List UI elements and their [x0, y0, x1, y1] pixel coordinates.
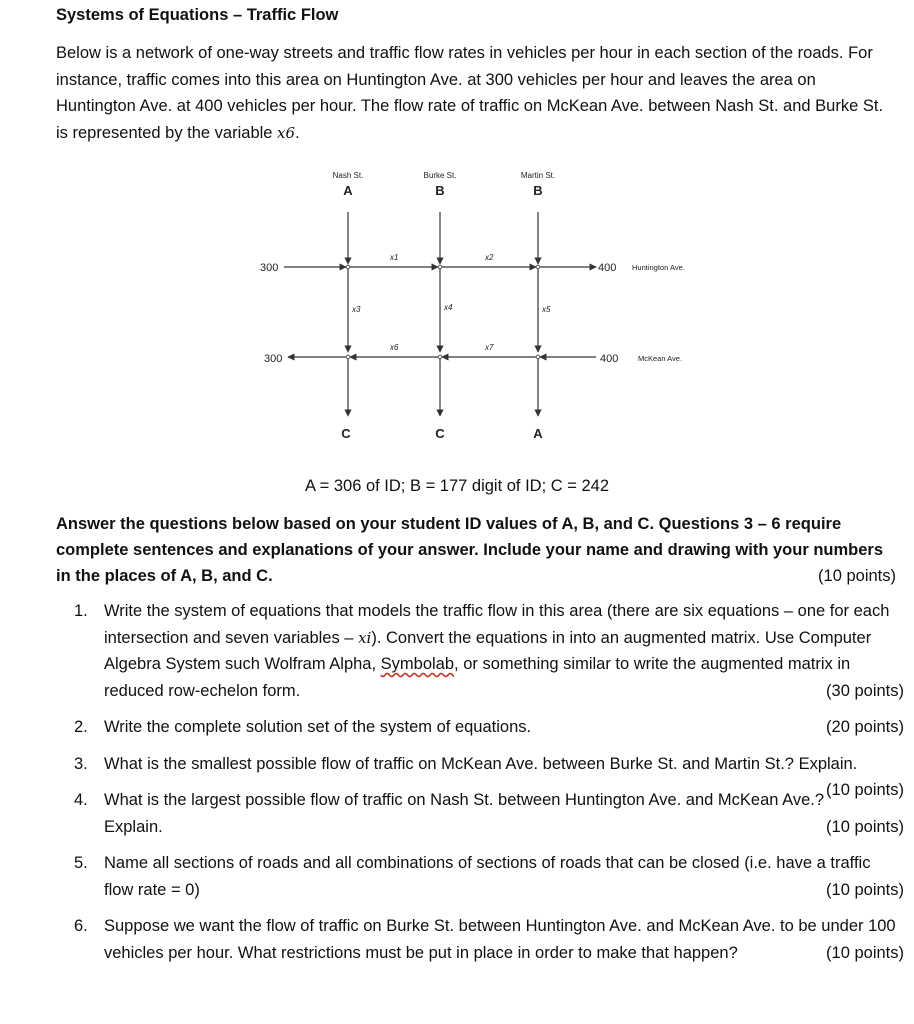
question-text: Write the system of equations that models the traffic flow in this area (there are six equations – one for each intersection and seven variables – — [104, 602, 890, 647]
question-3 — [56, 751, 904, 799]
intro-paragraph — [56, 40, 896, 146]
question-4 — [56, 787, 904, 840]
question-text: Suppose we want the flow of traffic on Burke St. between Huntington Ave. and McKean Ave. to be under 100 vehicles per hour. What restrictions must be put in place in order to make that happen? — [104, 917, 896, 962]
mckean-in-value: 300 — [264, 353, 283, 365]
question-points: (10 points) — [826, 880, 904, 899]
var-label-x5: x5 — [542, 305, 551, 314]
intro-end: . — [295, 123, 300, 142]
street-name-martin: Martin St. — [520, 171, 556, 180]
question-number: 4. — [74, 791, 88, 809]
intersection-burke-huntington — [438, 265, 442, 269]
intersection-martin-mckean — [536, 355, 540, 359]
bottom-letter-nash: C — [341, 426, 351, 441]
var-label-x6: x6 — [390, 343, 399, 352]
question-number: 5. — [74, 854, 88, 872]
question-points: (10 points) — [826, 817, 904, 836]
var-label-x3: x3 — [352, 305, 361, 314]
intro-variable: x6 — [277, 123, 296, 142]
var-label-x4: x4 — [444, 303, 453, 312]
var-label-x2: x2 — [485, 253, 494, 262]
question-points: (30 points) — [826, 681, 904, 700]
traffic-network-diagram — [240, 160, 720, 450]
street-name-burke: Burke St. — [423, 171, 457, 180]
question-text: What is the largest possible flow of traffic on Nash St. between Huntington Ave. and McKean Ave.? Explain. — [104, 791, 825, 836]
var-label-x7: x7 — [485, 343, 494, 352]
question-text: , or something similar to write the augmented matrix in reduced row-echelon form. — [104, 655, 851, 700]
huntington-in-value: 300 — [260, 262, 279, 274]
answer-instructions — [56, 511, 896, 589]
question-number: 1. — [74, 602, 88, 620]
question-variable: xi — [358, 628, 372, 647]
question-1 — [56, 598, 904, 704]
question-points: (20 points) — [826, 718, 904, 736]
intersection-burke-mckean — [438, 355, 442, 359]
bottom-letter-burke: C — [435, 426, 445, 441]
question-points: (10 points) — [826, 943, 904, 962]
abc-values-line: A = 306 of ID; B = 177 digit of ID; C = 242 — [304, 477, 610, 495]
question-number: 2. — [74, 718, 88, 736]
question-list — [56, 598, 904, 966]
question-5 — [56, 850, 904, 903]
answer-instructions-text: Answer the questions below based on your student ID values of A, B, and C. Questions 3 – 6 require complete sentences and explanations of your answer. Include your name and drawing with your numbers in the places of A, B, and C. — [56, 515, 884, 585]
huntington-label: Huntington Ave. — [632, 263, 685, 272]
mckean-out-value: 400 — [600, 353, 619, 365]
street-name-nash: Nash St. — [332, 171, 364, 180]
question-text: Name all sections of roads and all combinations of sections of roads that can be closed (i.e. have a traffic flow rate = 0) — [104, 854, 871, 899]
intersection-martin-huntington — [536, 265, 540, 269]
bottom-letter-martin: A — [533, 426, 543, 441]
intro-text: Below is a network of one-way streets and traffic flow rates in vehicles per hour in each section of the roads. For instance, traffic comes into this area on Huntington Ave. at 300 vehicles per hour and leaves the area on Huntington Ave. at 400 vehicles per hour. The flow rate of traffic on McKean Ave. between Nash St. and Burke St. is represented by the variable — [56, 44, 884, 142]
street-letter-nash: A — [343, 183, 353, 198]
street-letter-martin: B — [533, 183, 543, 198]
question-text: Write the complete solution set of the system of equations. — [104, 718, 532, 736]
question-number: 3. — [74, 754, 88, 773]
question-2 — [56, 714, 904, 741]
page-title: Systems of Equations – Traffic Flow — [56, 6, 339, 24]
street-letter-burke: B — [435, 183, 445, 198]
var-label-x1: x1 — [390, 253, 399, 262]
huntington-out-value: 400 — [598, 262, 617, 274]
question-6 — [56, 913, 904, 966]
answer-points: (10 points) — [818, 567, 896, 585]
intersection-nash-mckean — [346, 355, 350, 359]
question-text: ). Convert the equations in into an augmented matrix. Use Computer Algebra System such Wolfram Alpha, — [104, 628, 872, 673]
mckean-label: McKean Ave. — [638, 354, 683, 363]
symbolab-link: Symbolab — [380, 655, 455, 673]
question-text: What is the smallest possible flow of traffic on McKean Ave. between Burke St. and Martin St.? Explain. — [104, 754, 858, 773]
question-number: 6. — [74, 917, 88, 935]
intersection-nash-huntington — [346, 265, 350, 269]
question-points: (10 points) — [826, 781, 904, 799]
